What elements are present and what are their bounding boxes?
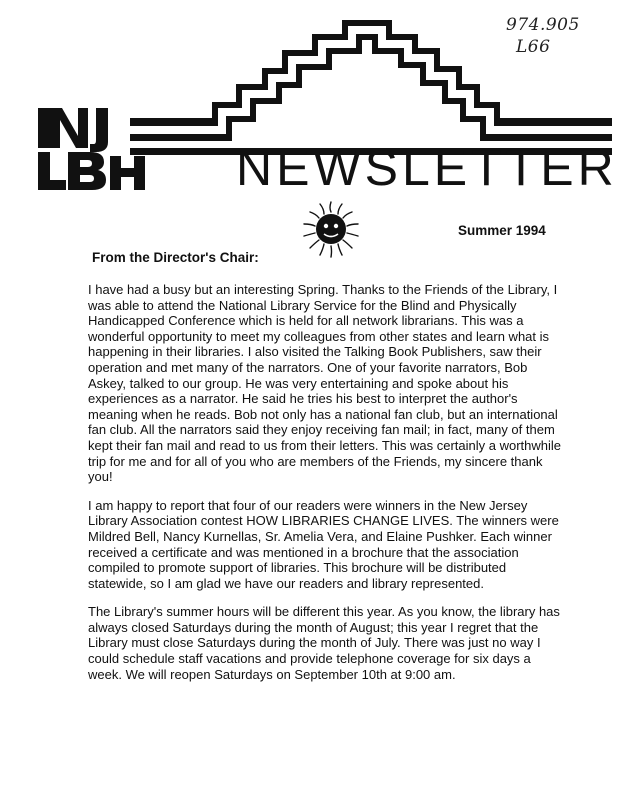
sun-face-icon: [300, 198, 362, 260]
issue-date: Summer 1994: [458, 223, 546, 238]
call-number-line-1: 974.905: [506, 15, 580, 35]
paragraph: I am happy to report that four of our readers were winners in the New Jersey Library Association contest HOW LIBRARIES CHANGE LIVES. The winners were Mildred Bell, Nancy Kurnellas, Sr. Amelia Vera, and Elaine Pushker. Each winner received a certificate and was mentioned in a brochure that the association compiled to promote support of libraries. This brochure will be distributed statewide, so I am glad we have our readers and library represented.: [88, 497, 559, 591]
call-number-line-2: L66: [516, 37, 551, 57]
paragraph: The Library's summer hours will be different this year. As you know, the library has always closed Saturdays during the month of August; this year I regret that the Library must close Saturdays during the month of July. There was just no way I could schedule staff vacations and provide telephone coverage for six days a week. We will reopen Saturdays on September 10th at 9:00 am.: [88, 604, 560, 682]
newsletter-title: NEWSLETTER: [236, 140, 618, 196]
masthead: [0, 0, 623, 200]
paragraph: I have had a busy but an interesting Spring. Thanks to the Friends of the Library, I was able to attend the National Library Service for the Blind and Physically Handicapped Conference which is held for all network librarians. This was a wonderful opportunity to meet my colleagues from other states and learn what is happening in their libraries. I also visited the Talking Book Publishers, saw their operation and met many of the narrators. One of your favorite narrators, Bob Askey, talked to our group. He was very entertaining and spoke about his experiences as a narrator. He said he tries his best to interpret the author's meaning when he reads. Bob not only has a national fan club, but an international fan club. All the narrators said they enjoy receiving fan mail; in fact, many of them kept their fan mail and read to us from their letters. This was certainly a worthwhile trip for me and for all of you who are members of the Friends, my sincere thank you!: [88, 282, 562, 485]
article-body: [88, 282, 568, 695]
nj-lbh-logo-icon: [34, 106, 154, 192]
section-heading: From the Director's Chair:: [92, 250, 259, 265]
